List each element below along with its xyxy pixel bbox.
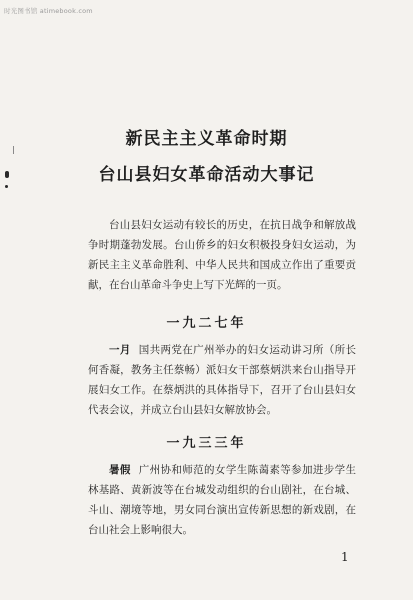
watermark: 时光图书馆 atimebook.com (4, 7, 93, 15)
intro-paragraph: 台山县妇女运动有较长的历史，在抗日战争和解放战争时期蓬勃发展。台山侨乡的妇女积极投身妇女运动，为新民主主义革命胜利、中华人民共和国成立作出了重要贡献，在台山革命斗争史上写下光辉的一页。 (88, 219, 356, 291)
event-date: 一月 (109, 344, 131, 356)
page-title-line-1: 新民主主义革命时期 (125, 129, 288, 149)
year-heading-1927: 一九二七年 (166, 316, 247, 331)
event-text: 国共两党在广州举办的妇女运动讲习所（所长何香凝，教务主任蔡畅）派妇女干部蔡炳洪来台山指导开展妇女工作。在蔡炳洪的具体指导下，召开了台山县妇女代表会议，并成立台山县妇女解放协会。 (88, 344, 357, 416)
page-number: 1 (341, 550, 349, 564)
page-title-line-2: 台山县妇女革命活动大事记 (98, 165, 315, 185)
binding-dot (5, 185, 8, 188)
event-text: 广州协和师范的女学生陈蔼素等参加进步学生林基路、黄新波等在台城发动组织的台山剧社，在台城、斗山、潮境等地，男女同台演出宣传新思想的新戏剧，在台山社会上影响很大。 (88, 464, 357, 536)
event-entry (88, 460, 356, 540)
event-entry (88, 340, 356, 420)
year-heading-1933: 一九三三年 (166, 436, 247, 451)
event-date: 暑假 (109, 464, 131, 476)
